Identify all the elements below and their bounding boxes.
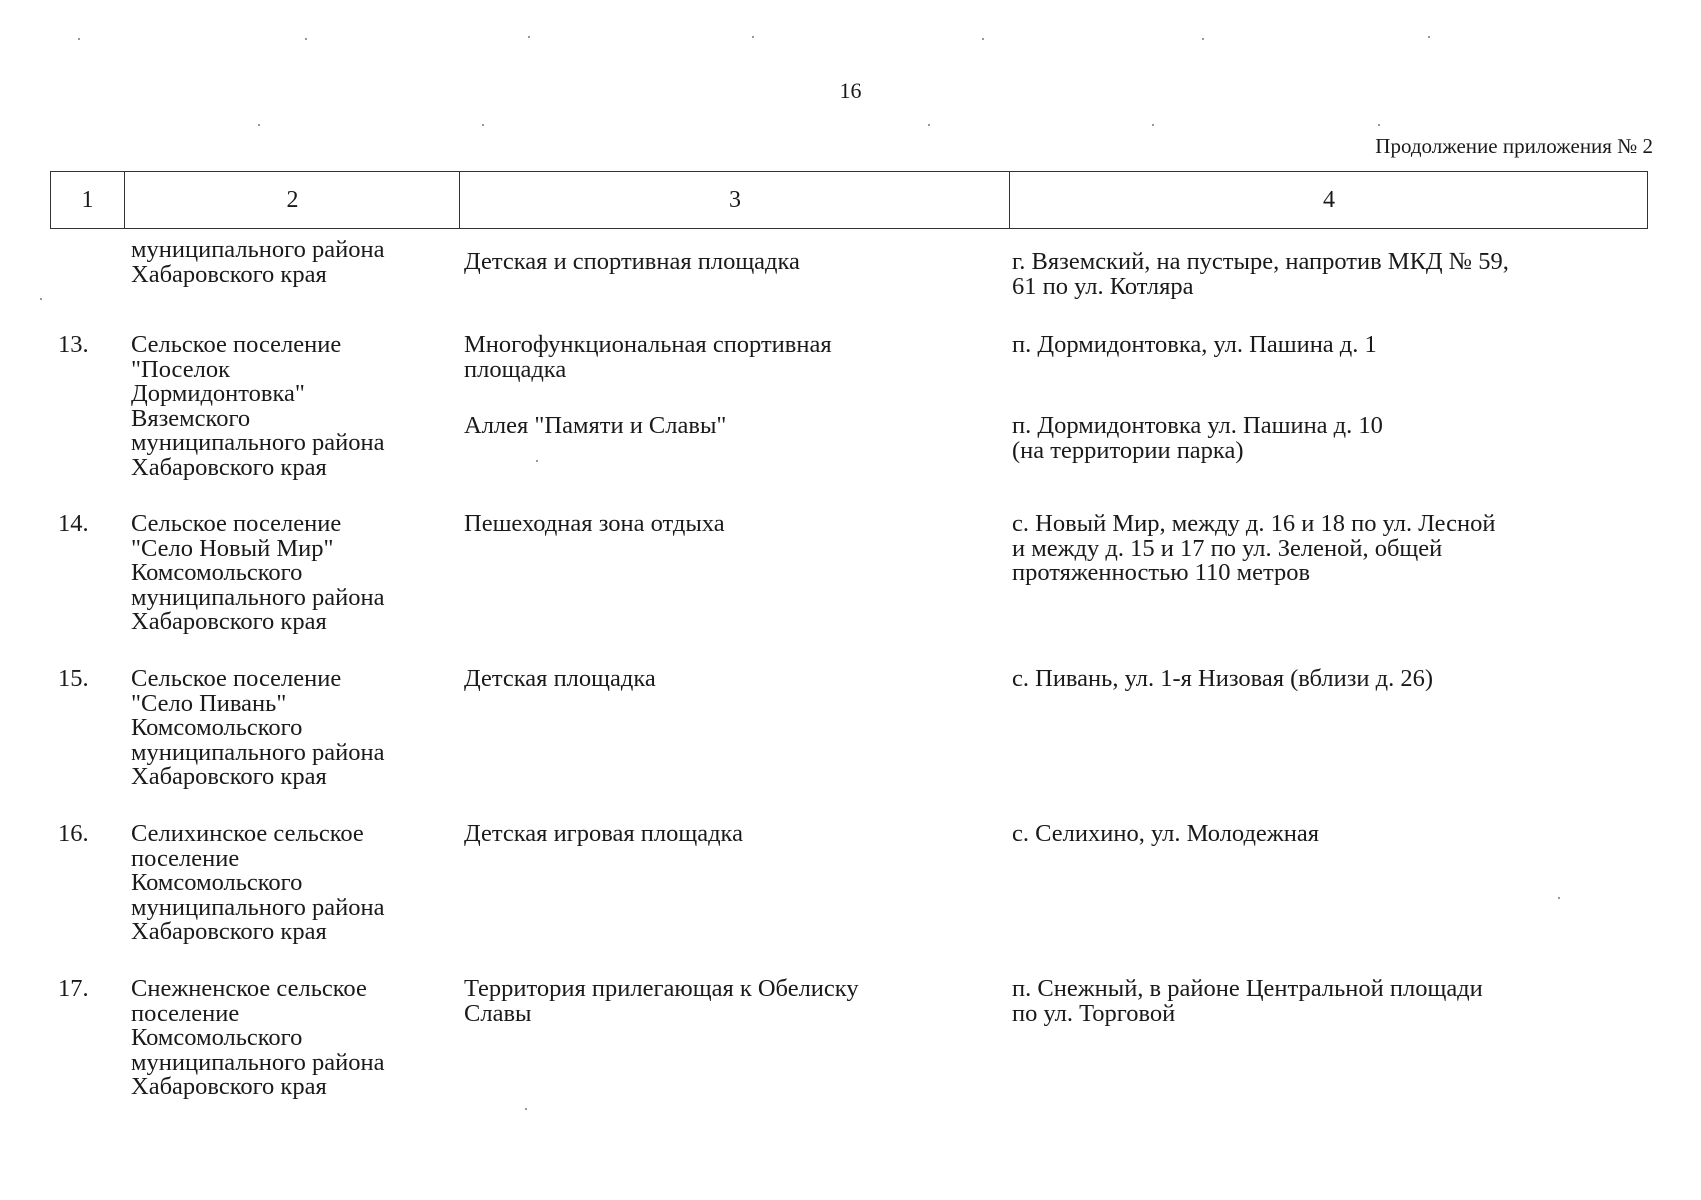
scan-speck [525,1108,527,1110]
table-row-address: п. Дормидонтовка, ул. Пашина д. 1 [1012,331,1377,358]
table-row-object: Детская игровая площадка [464,820,743,847]
scan-speck [1558,897,1560,899]
scan-speck [536,460,538,462]
table-row-address: г. Вяземский, на пустыре, напротив МКД № 59, 61 по ул. Котляра [1012,248,1509,300]
table-row-object: Территория прилегающая к Обелиску Славы [464,975,859,1027]
table-row-object: Пешеходная зона отдыха [464,510,725,537]
table-row-address: с. Новый Мир, между д. 16 и 18 по ул. Лесной и между д. 15 и 17 по ул. Зеленой, общей протяженностью 110 метров [1012,510,1496,586]
table-row-municipality: Сельское поселение "Село Пивань" Комсомольского муниципального района Хабаровского края [131,665,385,790]
table-row-address: с. Пивань, ул. 1-я Низовая (вблизи д. 26) [1012,665,1434,692]
table-row-municipality: Сельское поселение "Поселок Дормидонтовка" Вяземского муниципального района Хабаровского края [131,331,385,481]
continuation-label: Продолжение приложения № 2 [1375,134,1653,158]
table-row-number: 14. [58,510,89,537]
table-header [50,171,1648,229]
table-row-object: Многофункциональная спортивная площадка [464,331,832,383]
table-row-address: с. Селихино, ул. Молодежная [1012,820,1319,847]
header-col-1: 1 [81,186,94,213]
page-number: 16 [839,78,862,103]
table-row-object: Детская и спортивная площадка [464,248,800,275]
table-row-number: 17. [58,975,89,1002]
header-col-4: 4 [1009,172,1648,228]
scan-speck [1152,124,1154,126]
table-row-address: п. Дормидонтовка ул. Пашина д. 10 (на территории парка) [1012,412,1383,464]
scan-speck [1378,124,1380,126]
table-row-municipality: Сельское поселение "Село Новый Мир" Комсомольского муниципального района Хабаровского края [131,510,385,635]
scan-speck [1202,38,1204,40]
table-row-municipality: муниципального района Хабаровского края [131,236,385,288]
table-row-address: п. Снежный, в районе Центральной площади по ул. Торговой [1012,975,1483,1027]
table-row-object: Аллея "Памяти и Славы" [464,412,727,439]
scan-speck [1428,36,1430,38]
header-col-2: 2 [124,172,460,228]
scan-speck [528,36,530,38]
table-row-municipality: Селихинское сельское поселение Комсомольского муниципального района Хабаровского края [131,820,385,945]
scan-speck [258,124,260,126]
scan-speck [78,38,80,40]
scan-speck [40,298,42,300]
scan-speck [982,38,984,40]
scan-speck [928,124,930,126]
scan-speck [305,38,307,40]
table-row-municipality: Снежненское сельское поселение Комсомольского муниципального района Хабаровского края [131,975,385,1100]
scan-speck [482,124,484,126]
table-row-number: 15. [58,665,89,692]
table-row-object: Детская площадка [464,665,656,692]
table-row-number: 13. [58,331,89,358]
table-row-number: 16. [58,820,89,847]
scan-speck [752,36,754,38]
header-col-3: 3 [459,172,1010,228]
